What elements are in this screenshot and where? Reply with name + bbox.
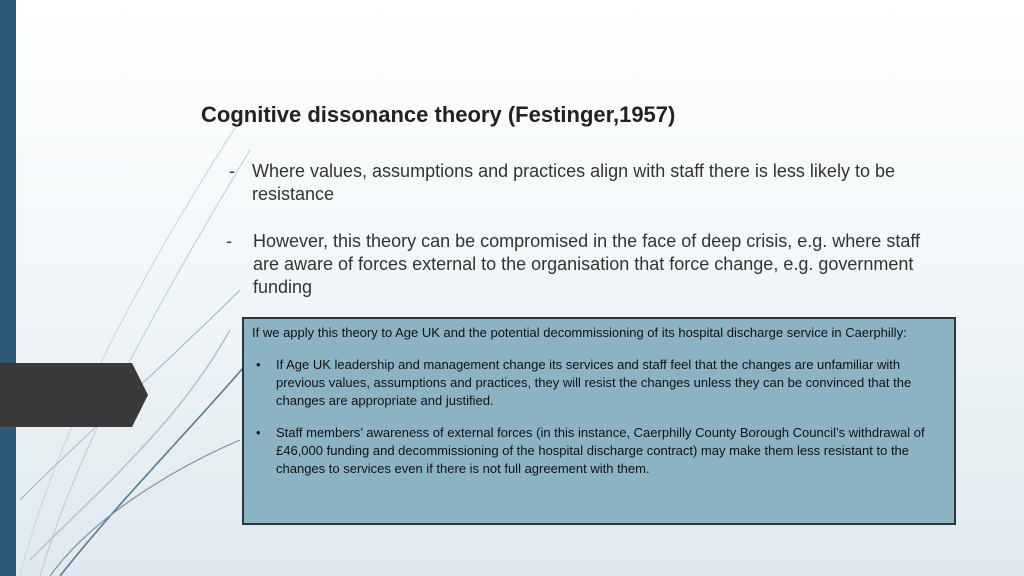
bullet-point-2 (226, 230, 946, 299)
bullet-dot: • (256, 357, 261, 372)
info-box-intro: If we apply this theory to Age UK and the potential decommissioning of its hospital discharge service in Caerphilly: (252, 325, 907, 340)
info-box-item-text: If Age UK leadership and management change its services and staff feel that the changes are unfamiliar with previous values, assumptions and practices, they will resist the changes unless they can be convinced that the changes are appropriate and justified. (276, 357, 912, 408)
arrow-tab-shape (0, 363, 148, 427)
info-box-item (252, 356, 946, 410)
slide-title: Cognitive dissonance theory (Festinger,1957) (201, 102, 676, 127)
info-box (242, 317, 956, 525)
info-box-list (252, 356, 946, 478)
info-box-item-text: Staff members’ awareness of external forces (in this instance, Caerphilly County Borough Council’s withdrawal of £46,000 funding and decommissioning of the hospital discharge contract) may make them less resistant to the changes to services even if there is not full agreement with them. (276, 425, 925, 476)
info-box-item (252, 424, 946, 478)
bullet-dash: - (229, 161, 235, 181)
bullet-text: However, this theory can be compromised in the face of deep crisis, e.g. where staff are aware of forces external to the organisation that force change, e.g. government funding (253, 231, 921, 297)
bullet-text: Where values, assumptions and practices align with staff there is less likely to be resistance (252, 161, 895, 204)
bullet-dot: • (256, 425, 261, 440)
bullet-dash: - (226, 231, 232, 251)
bullet-point-1 (229, 160, 919, 206)
decorative-curves (0, 0, 260, 576)
